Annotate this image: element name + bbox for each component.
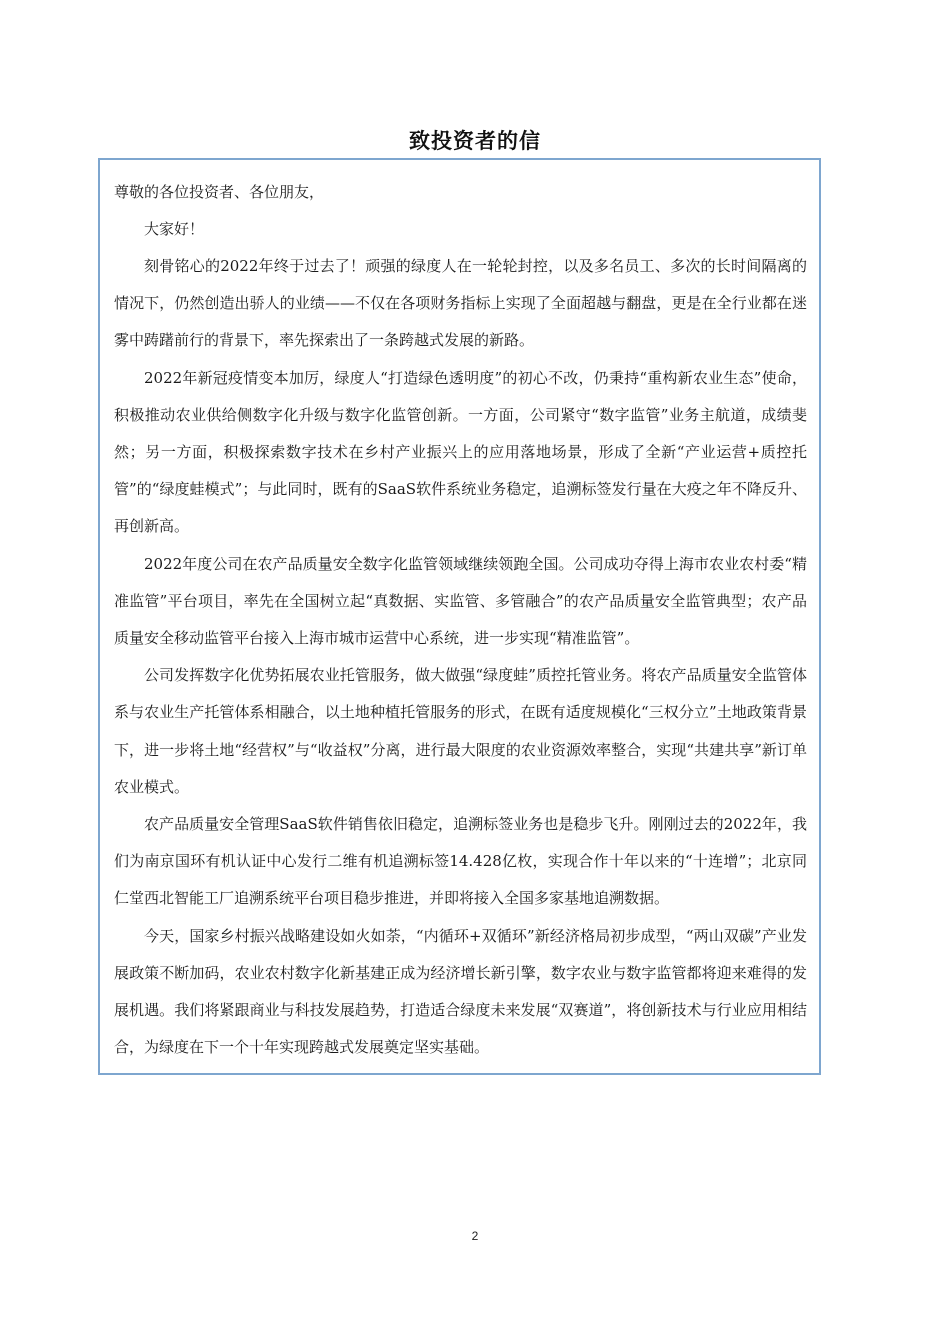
letter-paragraph: 2022年新冠疫情变本加厉，绿度人“打造绿色透明度”的初心不改，仍秉持“重构新农业生态”使命，积极推动农业供给侧数字化升级与数字化监管创新。一方面，公司紧守“数字监管”业务主航道，成绩斐然；另一方面，积极探索数字技术在乡村产业振兴上的应用落地场景，形成了全新“产业运营+质控托管”的“绿度蛙模式”；与此同时，既有的SaaS软件系统业务稳定，追溯标签发行量在大疫之年不降反升、再创新高。 [114,368,807,536]
letter-salute: 大家好！ [144,220,205,238]
page-number: 2 [471,1229,479,1243]
letter-paragraph: 公司发挥数字化优势拓展农业托管服务，做大做强“绿度蛙”质控托管业务。将农产品质量安全监管体系与农业生产托管体系相融合，以土地种植托管服务的形式，在既有适度规模化“三权分立”土地政策背景下，进一步将土地“经营权”与“收益权”分离，进行最大限度的农业资源效率整合，实现“共建共享”新订单农业模式。 [114,666,807,796]
letter-box [98,158,821,1075]
page-title: 致投资者的信 [409,129,541,153]
letter-paragraph: 刻骨铭心的2022年终于过去了！顽强的绿度人在一轮轮封控，以及多名员工、多次的长时间隔离的情况下，仍然创造出骄人的业绩——不仅在各项财务指标上实现了全面超越与翻盘，更是在全行业都在迷雾中踌躇前行的背景下，率先探索出了一条跨越式发展的新路。 [114,257,807,350]
letter-greeting: 尊敬的各位投资者、各位朋友， [114,183,325,201]
letter-paragraph: 2022年度公司在农产品质量安全数字化监管领域继续领跑全国。公司成功夺得上海市农业农村委“精准监管”平台项目，率先在全国树立起“真数据、实监管、多管融合”的农产品质量安全监管典型；农产品质量安全移动监管平台接入上海市城市运营中心系统，进一步实现“精准监管”。 [114,554,807,648]
letter-paragraph: 今天，国家乡村振兴战略建设如火如荼，“内循环+双循环”新经济格局初步成型，“两山双碳”产业发展政策不断加码，农业农村数字化新基建正成为经济增长新引擎，数字农业与数字监管都将迎来难得的发展机遇。我们将紧跟商业与科技发展趋势，打造适合绿度未来发展“双赛道”，将创新技术与行业应用相结合，为绿度在下一个十年实现跨越式发展奠定坚实基础。 [114,926,807,1057]
letter-paragraph: 农产品质量安全管理SaaS软件销售依旧稳定，追溯标签业务也是稳步飞升。刚刚过去的2022年，我们为南京国环有机认证中心发行二维有机追溯标签14.428亿枚，实现合作十年以来的“十连增”；北京同仁堂西北智能工厂追溯系统平台项目稳步推进，并即将接入全国多家基地追溯数据。 [114,815,807,908]
